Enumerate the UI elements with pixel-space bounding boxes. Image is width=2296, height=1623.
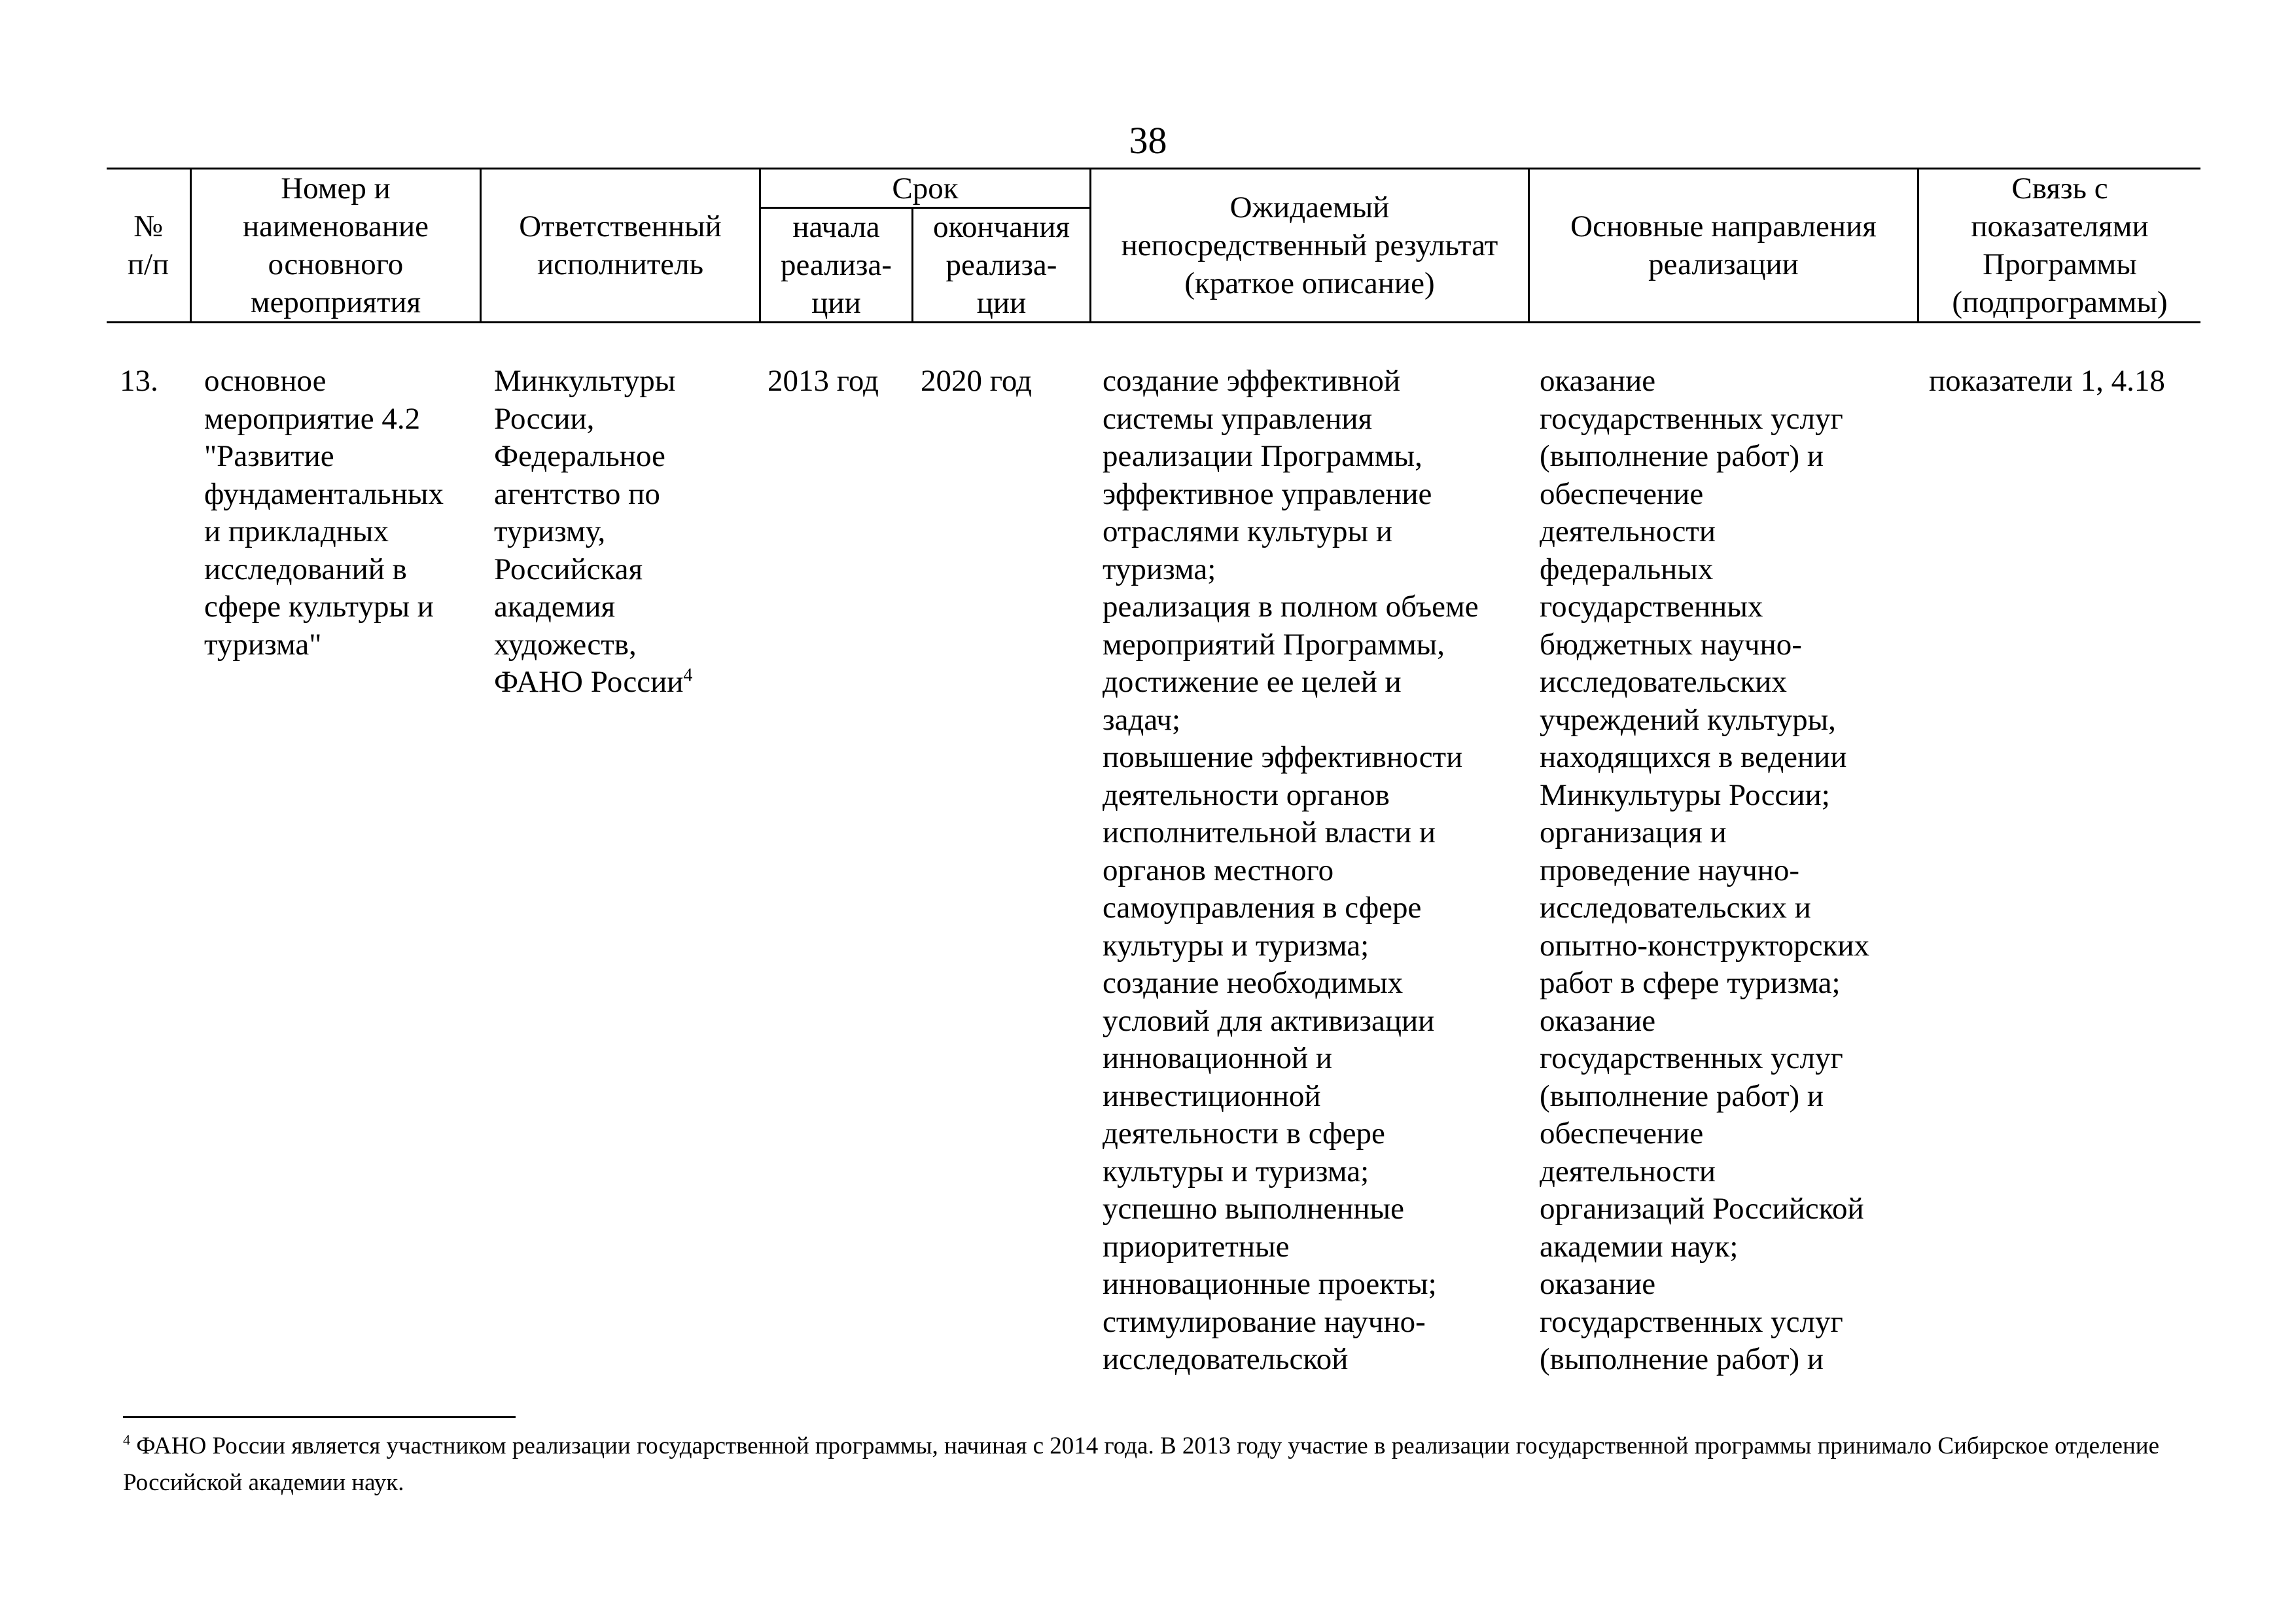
header-term: Срок (892, 171, 959, 205)
header-directions: Основные направления реализации (1570, 209, 1877, 281)
header-result: Ожидаемый непосредственный результат (краткое описание) (1121, 190, 1498, 300)
header-name: Номер и наименование основного мероприятия (242, 171, 429, 319)
header-link: Связь с показателями Программы (подпрограммы) (1952, 171, 2168, 319)
row-executor (494, 363, 756, 702)
header-start: начала реализа- ции (781, 210, 892, 320)
header-num: № п/п (127, 209, 169, 281)
header-bottom-border (107, 321, 2200, 323)
row-directions: оказание государственных услуг (выполнение работ) и обеспечение деятельности федеральных государственных бюджетных научно- исследовательских учреждений культуры, находящихся в ведении Минкультуры России; организация и проведение научно- исследовательских и опытно-конструкторских работ в сфере туризма; оказание государственных услуг (выполнение работ) и обеспечение деятельности организаций Российской академии наук; оказание государственных услуг (выполнение работ) и (1540, 364, 1870, 1376)
footnote (123, 1428, 2184, 1501)
footnote-reference: 4 (683, 665, 693, 686)
footnote-separator (123, 1416, 516, 1418)
row-num: 13. (120, 364, 158, 398)
footnote-marker: 4 (123, 1431, 130, 1448)
header-end: окончания реализа- ции (932, 210, 1070, 320)
row-link: показатели 1, 4.18 (1929, 364, 2165, 398)
row-executor-text: Минкультуры России, Федеральное агентство по туризму, Российская академия художеств, ФАНО России (494, 364, 684, 699)
row-end: 2020 год (921, 364, 1032, 398)
header-executor: Ответственный исполнитель (519, 209, 722, 281)
row-name: основное мероприятие 4.2 "Развитие фундаментальных и прикладных исследований в сфере культуры и туризма" (204, 364, 444, 662)
row-result: создание эффективной системы управления реализации Программы, эффективное управление отраслями культуры и туризма; реализация в полном объеме мероприятий Программы, достижение ее целей и задач; повышение эффективности деятельности органов исполнительной власти и органов местного самоуправления в сфере культуры и туризма; создание необходимых условий для активизации инновационной и инвестиционной деятельности в сфере культуры и туризма; успешно выполненные приоритетные инновационные проекты; стимулирование научно- исследовательской (1103, 364, 1479, 1376)
page-number: 38 (1129, 119, 1167, 162)
row-start: 2013 год (768, 364, 879, 398)
footnote-text: ФАНО России является участником реализации государственной программы, начиная с 2014 года. В 2013 году участие в реализации государственной программы принимало Сибирское отделение Российской академии наук. (123, 1433, 2159, 1496)
